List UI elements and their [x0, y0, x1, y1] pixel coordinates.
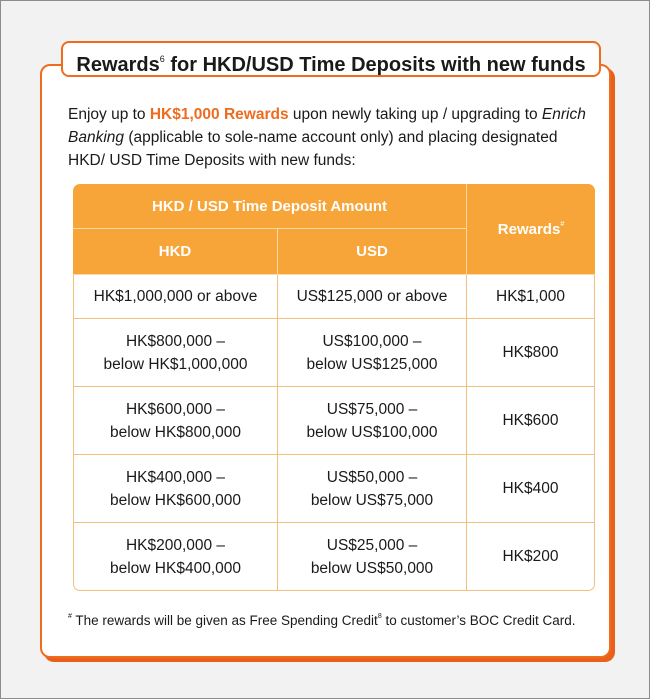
cell-text: below HK$800,000	[110, 423, 241, 441]
cell-usd	[278, 523, 467, 591]
cell-text: below US$75,000	[310, 491, 434, 509]
cell-text: HK$400,000 –	[125, 468, 226, 486]
cell-hkd	[73, 455, 278, 523]
cell-reward: HK$200	[467, 523, 595, 591]
table-row	[73, 319, 595, 387]
header-rewards	[467, 184, 595, 275]
intro-italic: Enrich Banking	[68, 106, 586, 146]
title-text-rest: for HKD/USD Time Deposits with new funds	[164, 54, 586, 76]
intro-text: upon newly taking up / upgrading to	[288, 106, 542, 123]
cell-reward: HK$1,000	[467, 275, 595, 319]
cell-text: US$100,000 –	[322, 332, 422, 350]
cell-text: below HK$1,000,000	[103, 355, 248, 373]
cell-text: below HK$400,000	[110, 559, 241, 577]
table-row	[73, 275, 595, 319]
page-title	[61, 41, 601, 77]
cell-hkd	[73, 387, 278, 455]
intro-text: (applicable to sole-name account only) and placing designated HKD/ USD Time Deposits with new funds:	[68, 129, 558, 169]
footnote-mark: #	[68, 613, 72, 620]
footnote-ref: 8	[377, 613, 382, 620]
cell-text: below US$50,000	[310, 559, 434, 577]
cell-text: HK$800,000 –	[125, 332, 226, 350]
cell-text: below US$100,000	[306, 423, 438, 441]
cell-hkd	[73, 275, 278, 319]
header-rewards-label: Rewards	[497, 220, 561, 238]
cell-text: US$50,000 –	[326, 468, 418, 486]
header-deposit-amount: HKD / USD Time Deposit Amount	[73, 184, 467, 229]
table-row	[73, 523, 595, 591]
title-text: Rewards	[76, 54, 160, 76]
cell-reward: HK$600	[467, 387, 595, 455]
cell-hkd	[73, 523, 278, 591]
cell-text: HK$1,000,000 or above	[93, 288, 258, 305]
intro-highlight: HK$1,000 Rewards	[149, 106, 289, 123]
table-row	[73, 387, 595, 455]
header-hkd: HKD	[73, 229, 278, 275]
cell-usd	[278, 387, 467, 455]
cell-text: US$75,000 –	[326, 400, 418, 418]
header-usd: USD	[278, 229, 467, 275]
header-rewards-mark: #	[560, 220, 565, 228]
cell-text: US$125,000 or above	[296, 288, 448, 305]
cell-text: US$25,000 –	[326, 536, 418, 554]
rewards-table	[73, 184, 595, 591]
cell-text: below US$125,000	[306, 355, 438, 373]
intro-text: Enjoy up to	[68, 106, 150, 123]
footnote-text: The rewards will be given as Free Spending Credit	[71, 613, 378, 628]
intro-paragraph	[68, 103, 598, 172]
title-footnote-ref: 6	[159, 54, 165, 64]
cell-usd	[278, 319, 467, 387]
cell-hkd	[73, 319, 278, 387]
table-row	[73, 455, 595, 523]
cell-text: below HK$600,000	[110, 491, 241, 509]
footnote-text: to customer’s BOC Credit Card.	[381, 613, 576, 628]
cell-reward: HK$800	[467, 319, 595, 387]
cell-usd	[278, 455, 467, 523]
cell-text: HK$200,000 –	[125, 536, 226, 554]
cell-text: HK$600,000 –	[125, 400, 226, 418]
footnote	[68, 613, 608, 628]
cell-reward: HK$400	[467, 455, 595, 523]
cell-usd	[278, 275, 467, 319]
